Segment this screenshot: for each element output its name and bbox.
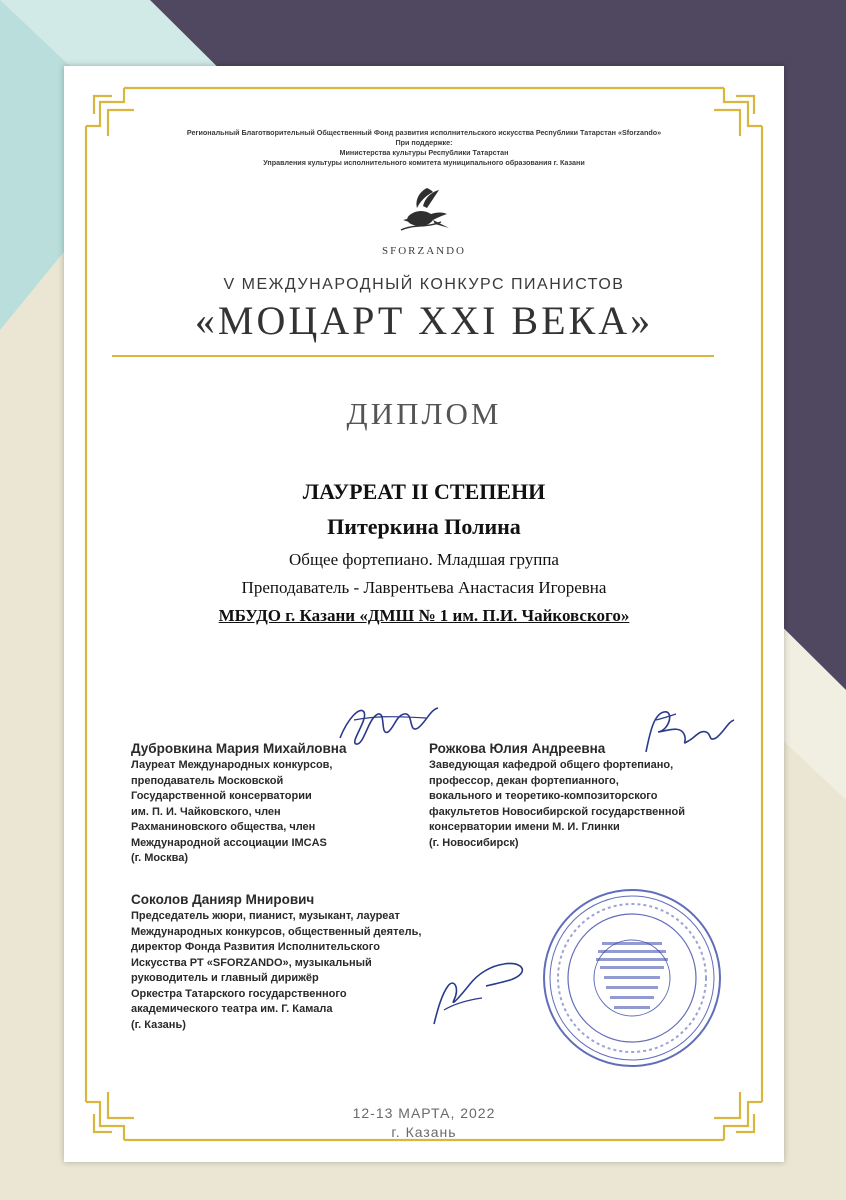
event-city: г. Казань: [391, 1124, 457, 1140]
jury-desc-line: директор Фонда Развития Исполнительского: [131, 941, 380, 953]
brand-name: SFORZANDO: [381, 245, 466, 257]
jury-desc-line: вокального и теоретико-композиторского: [429, 790, 658, 802]
event-date: 12-13 МАРТА, 2022: [352, 1105, 496, 1121]
jury-desc-line: Заведующая кафедрой общего фортепиано,: [429, 759, 674, 771]
jury-desc-line: (г. Новосибирск): [429, 836, 519, 849]
jury-desc-line: Искусства РТ «SFORZANDO», музыкальный: [131, 956, 372, 969]
jury-desc-line: руководитель и главный дирижёр: [131, 972, 319, 984]
school-name: МБУДО г. Казани «ДМШ № 1 им. П.И. Чайковского»: [218, 606, 630, 625]
jury-desc-line: преподаватель Московской: [131, 774, 284, 787]
organizer-header: [124, 128, 724, 168]
jury-name: Дубровкина Мария Михайловна: [131, 741, 347, 756]
header-line: Министерства культуры Республики Татарстан: [339, 148, 509, 157]
student-name: Питеркина Полина: [327, 514, 521, 539]
diploma-sheet: [64, 66, 784, 1162]
jury-desc-line: (г. Москва): [131, 852, 189, 864]
jury-desc-line: Рахманиновского общества, член: [131, 821, 316, 833]
divider: [112, 355, 714, 357]
signature: [630, 702, 740, 762]
jury-member-1: [131, 741, 346, 867]
jury-description: [429, 758, 685, 851]
jury-desc-line: Международной ассоциации IMCAS: [131, 836, 327, 849]
jury-desc-line: Государственной консерватории: [131, 790, 312, 802]
award-rank: ЛАУРЕАТ II СТЕПЕНИ: [302, 479, 546, 504]
jury-desc-line: профессор, декан фортепианного,: [429, 774, 619, 787]
jury-desc-line: Международных конкурсов, общественный деятель,: [131, 925, 422, 938]
contest-subtitle: V МЕЖДУНАРОДНЫЙ КОНКУРС ПИАНИСТОВ: [223, 276, 625, 293]
jury-desc-line: Лауреат Международных конкурсов,: [131, 759, 333, 771]
header-line: При поддержке:: [395, 138, 453, 147]
jury-description: [131, 758, 346, 867]
jury-name: Рожкова Юлия Андреевна: [429, 741, 606, 756]
category: Общее фортепиано. Младшая группа: [289, 550, 559, 569]
jury-desc-line: (г. Казань): [131, 1018, 186, 1031]
jury-desc-line: Председатель жюри, пианист, музыкант, лауреат: [131, 910, 400, 922]
jury-description: [131, 909, 421, 1033]
jury-desc-line: факультетов Новосибирской государственной: [429, 805, 685, 818]
header-line: Региональный Благотворительный Общественный Фонд развития исполнительского искусства Республики Татарстан «Sforzando»: [186, 128, 662, 137]
seal-stamp: [540, 886, 724, 1070]
signature: [424, 954, 534, 1034]
jury-desc-line: консерватории имени М. И. Глинки: [429, 821, 620, 833]
jury-member-3: [131, 892, 421, 1033]
bird-logo-icon: [389, 184, 459, 242]
jury-desc-line: им. П. И. Чайковского, член: [131, 805, 281, 818]
teacher: Преподаватель - Лаврентьева Анастасия Игоревна: [241, 578, 607, 597]
signature: [334, 698, 444, 754]
jury-name: Соколов Данияр Мнирович: [131, 892, 315, 907]
jury-desc-line: академического театра им. Г. Камала: [131, 1003, 333, 1015]
header-line: Управления культуры исполнительного комитета муниципального образования г. Казани: [263, 158, 585, 167]
diploma-title: ДИПЛОМ: [346, 396, 502, 431]
contest-title: «МОЦАРТ XXI ВЕКА»: [194, 298, 654, 343]
jury-desc-line: Оркестра Татарского государственного: [131, 987, 347, 1000]
